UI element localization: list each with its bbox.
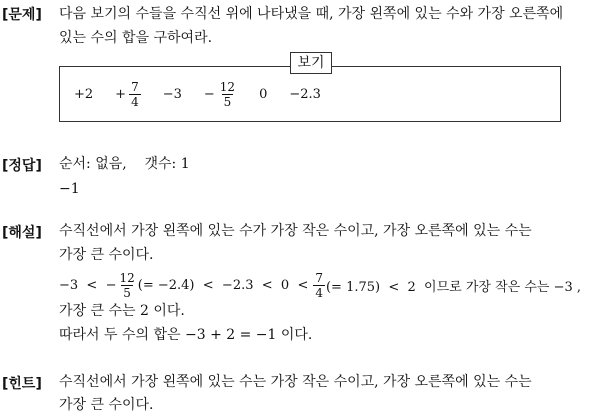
problem-text-line1: 다음 보기의 수들을 수직선 위에 나타냈을 때, 가장 왼쪽에 있는 수와 가장 오른쪽에 [59, 6, 564, 22]
fraction [117, 271, 136, 300]
answer-value: −1 [59, 181, 80, 197]
example-item [115, 80, 141, 109]
item-value: 0 [259, 86, 268, 102]
explanation-line4: 가장 큰 수는 2 이다. [59, 303, 185, 319]
explanation-line5: 따라서 두 수의 합은 −3 + 2 = −1 이다. [59, 327, 313, 343]
example-item [204, 80, 237, 109]
example-item [259, 87, 267, 102]
item-sign: + [115, 86, 127, 102]
problem-text-line2: 있는 수의 합을 구하여라. [59, 30, 213, 46]
item-sign: − [203, 86, 215, 102]
fraction [129, 80, 141, 109]
math-segment: (= 1.75) < 2 이므로 가장 작은 수는 −3 , [325, 279, 582, 295]
hint-label: [힌트] [2, 376, 42, 392]
fraction [313, 271, 325, 300]
explanation-line1: 수직선에서 가장 왼쪽에 있는 수가 가장 작은 수이고, 가장 오른쪽에 있는 수는 [59, 223, 532, 239]
fraction-numerator: 7 [131, 79, 139, 94]
math-segment: (= −2.4) < −2.3 < 0 < [137, 277, 309, 293]
example-items [74, 76, 343, 112]
fraction-numerator: 7 [315, 270, 323, 285]
fraction-denominator: 5 [123, 285, 131, 300]
item-value: −3 [162, 86, 182, 102]
hint-line2: 가장 큰 수이다. [59, 397, 154, 413]
fraction-denominator: 5 [223, 94, 232, 109]
item-value: +2 [74, 86, 94, 102]
answer-text-line1: 순서: 없음, 갯수: 1 [59, 156, 190, 172]
explanation-line2: 가장 큰 수이다. [59, 247, 154, 263]
math-segment: −3 < − [59, 277, 117, 293]
problem-label: [문제] [2, 7, 42, 23]
example-box-title: 보기 [290, 52, 332, 74]
fraction-numerator: 12 [219, 79, 236, 94]
hint-line1: 수직선에서 가장 왼쪽에 있는 수는 가장 작은 수이고, 가장 오른쪽에 있는 수는 [59, 374, 532, 390]
explanation-label: [해설] [2, 225, 42, 241]
fraction-denominator: 4 [131, 94, 139, 109]
item-value: −2.3 [289, 86, 321, 102]
answer-label: [정답] [2, 158, 42, 174]
explanation-math-line [59, 267, 581, 303]
example-item [74, 87, 93, 102]
fraction [218, 80, 237, 109]
fraction-denominator: 4 [315, 285, 323, 300]
example-item [289, 87, 321, 102]
example-item [163, 87, 182, 102]
fraction-numerator: 12 [119, 270, 135, 285]
